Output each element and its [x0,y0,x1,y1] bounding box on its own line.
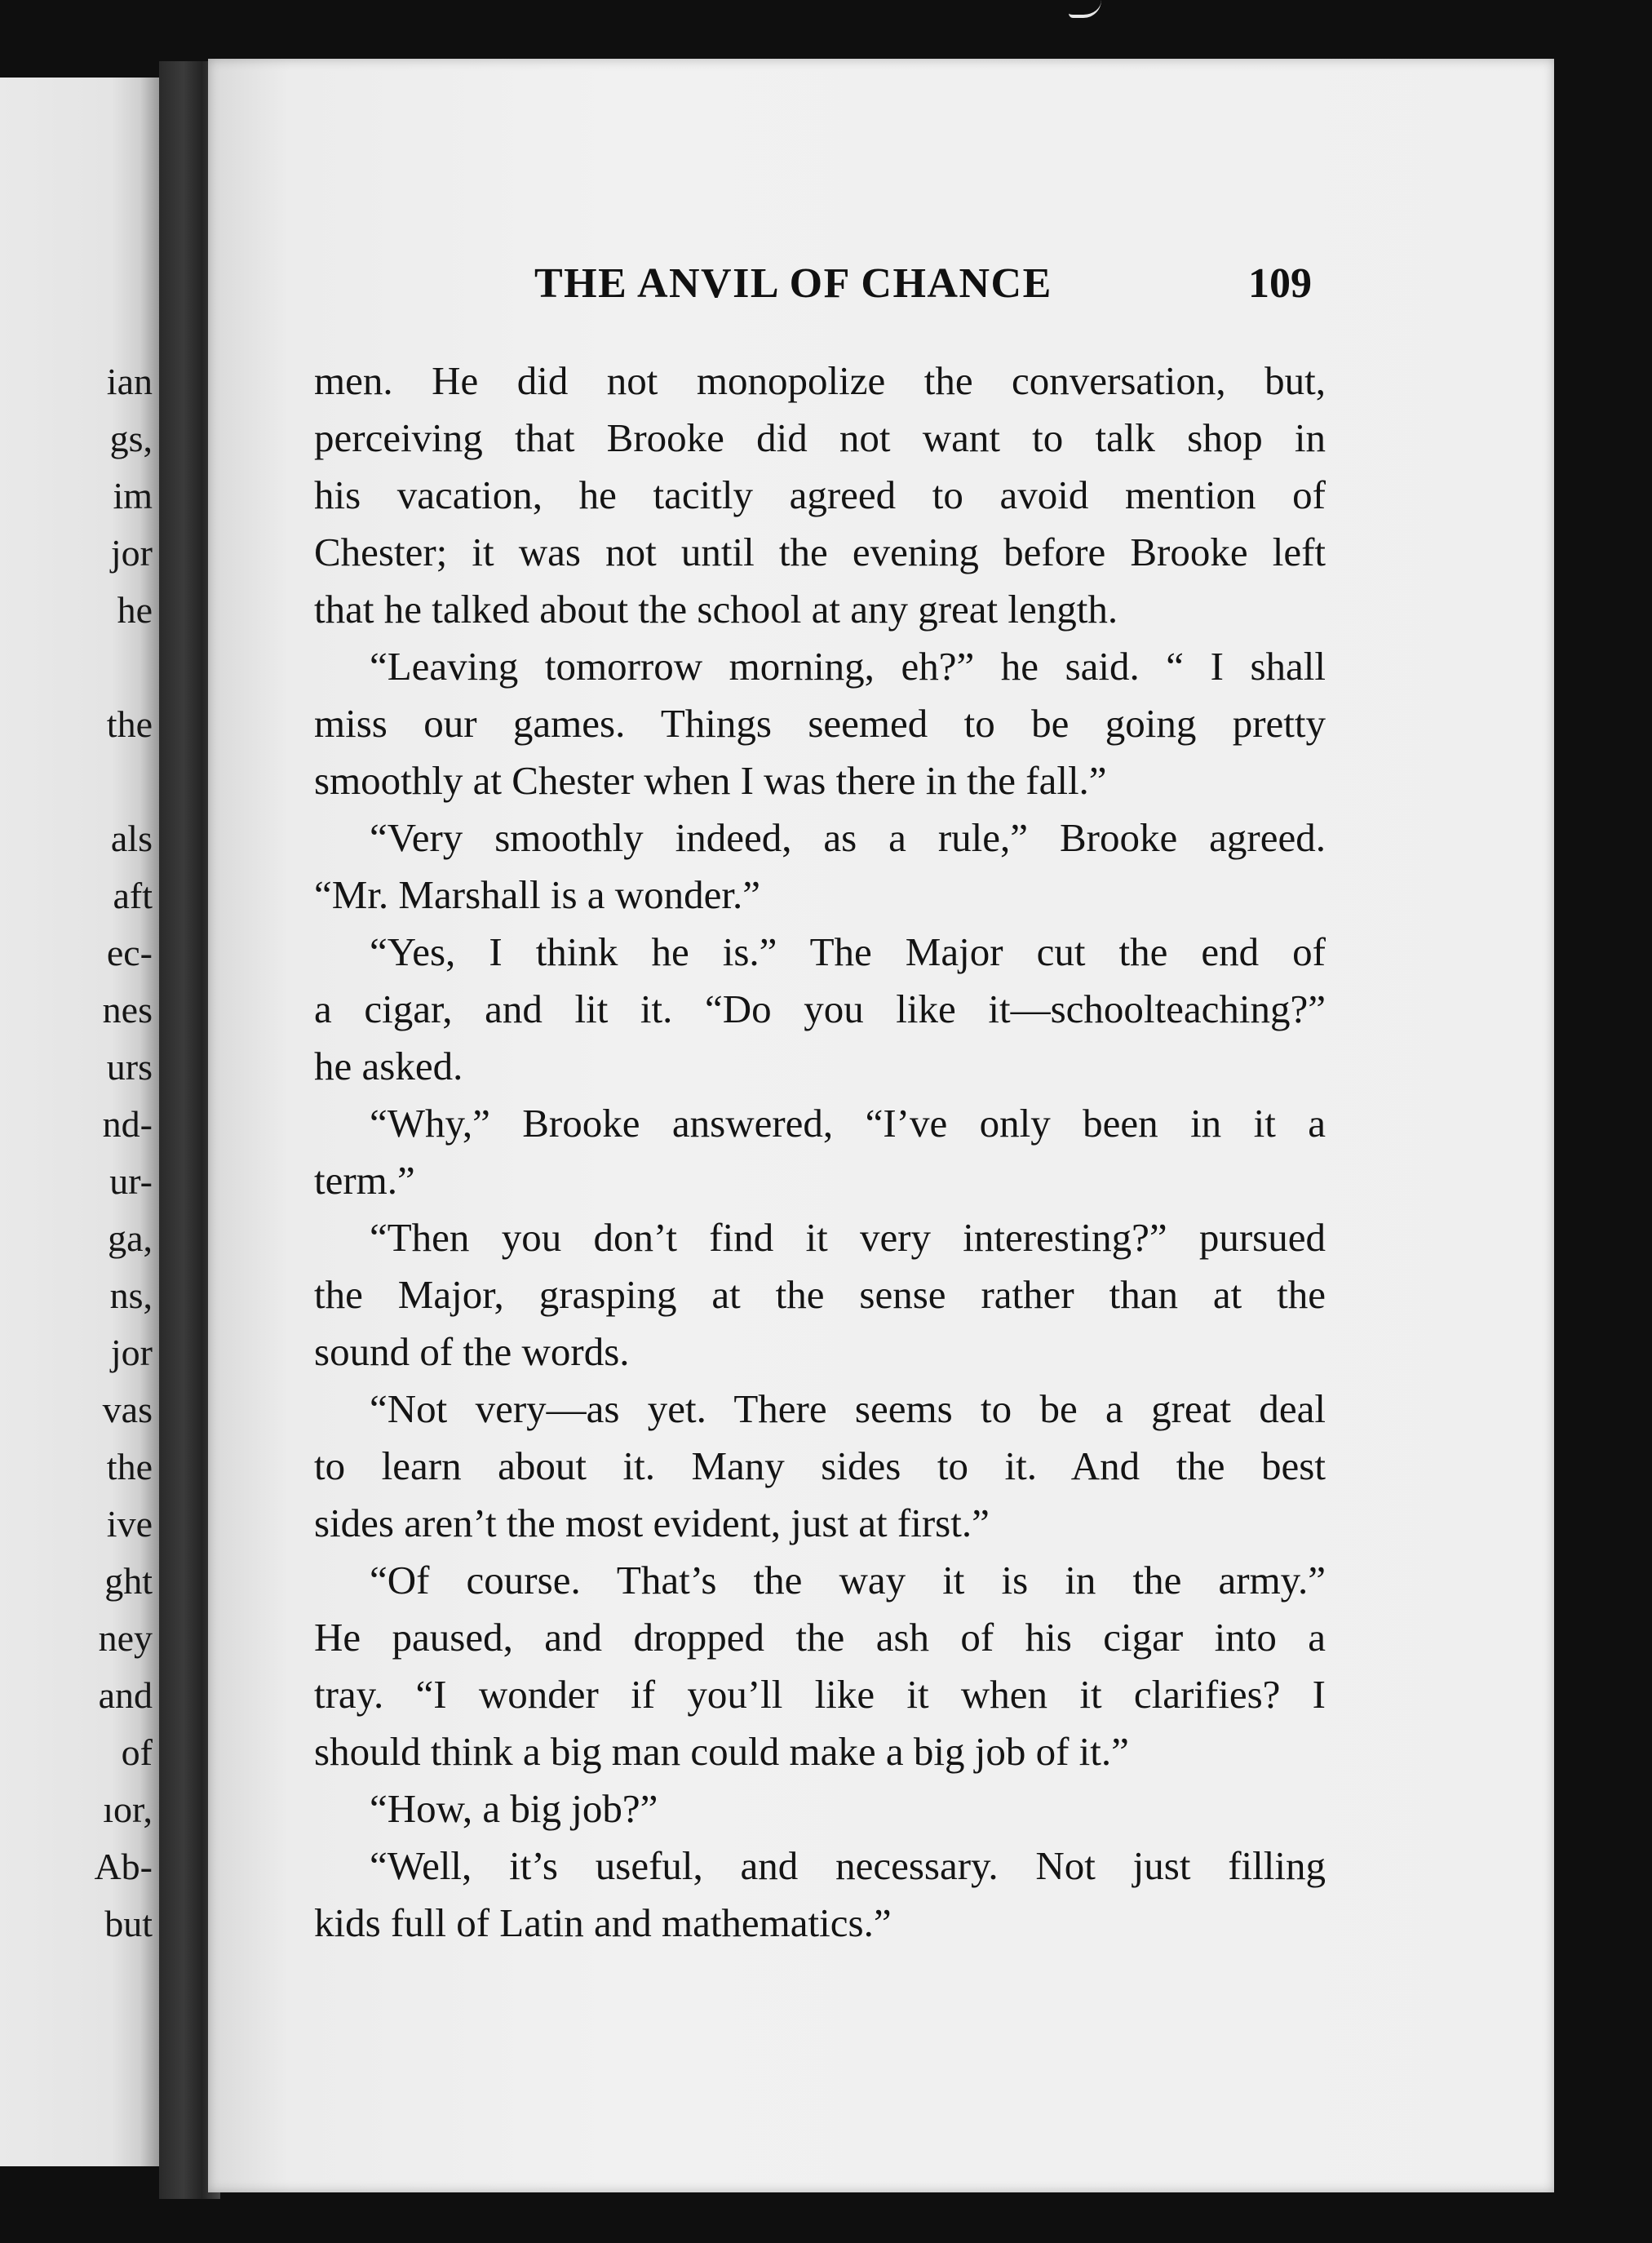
text-line: smoothly at Chester when I was there in the fall.” [314,758,1107,803]
text-line: should think a big man could make a big job of it.” [314,1729,1129,1774]
text-line: men. He did not monopolize the conversation, but, [314,358,1326,403]
left-fragment: im [113,475,153,516]
left-fragment: the [106,1446,153,1487]
text-line: “How, a big job?” [370,1786,658,1831]
text-line: to learn about it. Many sides to it. And the best [314,1443,1326,1488]
left-fragment: Ab- [94,1846,153,1887]
left-fragment: ian [106,361,153,402]
text-line: “Yes, I think he is.” The Major cut the end of [370,929,1326,974]
body-text [314,352,1326,1952]
text-line: “Mr. Marshall is a wonder.” [314,872,761,917]
text-line: sound of the words. [314,1329,630,1374]
left-fragment: the [106,703,153,745]
text-line: perceiving that Brooke did not want to talk shop in [314,415,1326,460]
text-line: “Well, it’s useful, and necessary. Not just filling [370,1843,1326,1888]
text-line: his vacation, he tacitly agreed to avoid mention of [314,472,1326,517]
text-line: sides aren’t the most evident, just at first.” [314,1501,990,1545]
left-fragment: and [98,1674,153,1716]
left-fragment: ns, [109,1274,153,1316]
page-number: 109 [1248,260,1312,307]
text-line: a cigar, and lit it. “Do you like it—schoolteaching?” [314,986,1326,1031]
left-facing-page [0,78,159,2166]
text-line: “Of course. That’s the way it is in the army.” [370,1558,1326,1602]
left-fragment: jor [110,1332,153,1373]
text-line: “Not very—as yet. There seems to be a great deal [370,1386,1326,1431]
text-line: that he talked about the school at any great length. [314,587,1118,632]
text-line: Chester; it was not until the evening before Brooke left [314,530,1326,574]
left-fragment: of [121,1731,153,1773]
text-line: the Major, grasping at the sense rather than at the [314,1272,1326,1317]
text-line: term.” [314,1158,415,1203]
left-fragment: but [104,1903,153,1944]
left-fragment: ga, [108,1217,153,1259]
text-line: “Leaving tomorrow morning, eh?” he said. “ I shall [370,644,1326,689]
scan-artifact [1069,0,1101,18]
left-fragment: gs, [109,418,153,459]
running-head: THE ANVIL OF CHANCE [534,260,1052,307]
left-fragment: nes [102,989,153,1031]
left-fragment: ght [104,1560,153,1602]
left-fragment: ur- [109,1160,153,1202]
left-fragment: jor [110,532,153,574]
left-fragment: ıor, [103,1789,153,1830]
text-line: “Very smoothly indeed, as a rule,” Brooke agreed. [370,815,1326,860]
text-line: kids full of Latin and mathematics.” [314,1900,892,1945]
left-fragment: nd- [102,1103,153,1145]
text-line: “Why,” Brooke answered, “I’ve only been in it a [370,1101,1326,1146]
text-line: he asked. [314,1044,463,1088]
left-fragment: urs [106,1046,153,1088]
text-line: miss our games. Things seemed to be going pretty [314,701,1326,746]
left-fragment: aft [113,875,153,916]
left-fragment: ney [98,1617,153,1659]
text-line: He paused, and dropped the ash of his cigar into a [314,1615,1326,1660]
text-line: “Then you don’t find it very interesting?” pursued [370,1215,1326,1260]
left-fragment: als [110,818,153,859]
text-line: tray. “I wonder if you’ll like it when it clarifies? I [314,1672,1326,1717]
left-fragment: he [117,589,153,631]
left-fragment: vas [102,1389,153,1430]
left-fragment: ec- [106,932,153,973]
left-fragment: ive [106,1503,153,1545]
